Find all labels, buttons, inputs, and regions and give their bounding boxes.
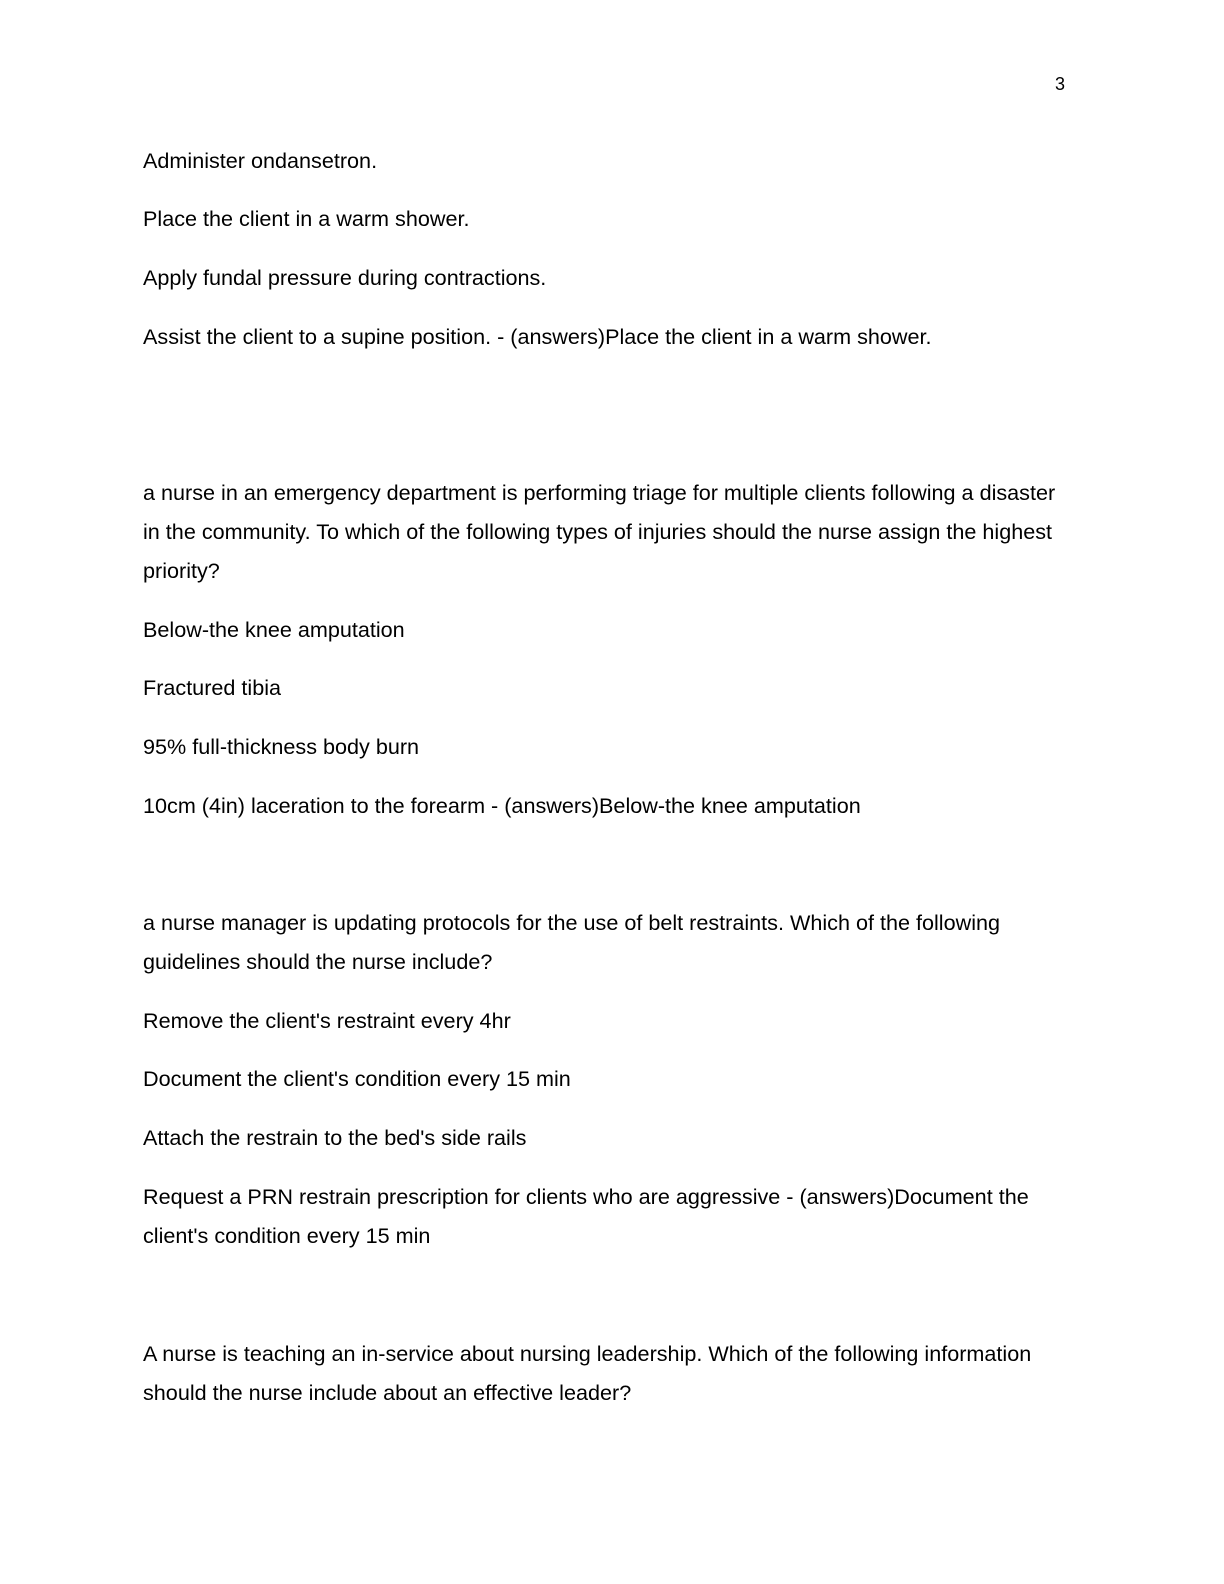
answer-option-with-answer: Request a PRN restrain prescription for clients who are aggressive - (answers)Document the client's condition every 15 min bbox=[143, 1184, 1029, 1248]
answer-option: Fractured tibia bbox=[143, 675, 282, 700]
answer-option: 95% full-thickness body burn bbox=[143, 734, 420, 759]
answer-option: Document the client's condition every 15 min bbox=[143, 1066, 571, 1091]
answer-option: Below-the knee amputation bbox=[143, 617, 405, 642]
question-text: A nurse is teaching an in-service about nursing leadership. Which of the following information should the nurse include about an effective leader? bbox=[143, 1341, 1032, 1405]
answer-option: Attach the restrain to the bed's side rails bbox=[143, 1125, 527, 1150]
answer-option: Place the client in a warm shower. bbox=[143, 206, 470, 231]
answer-option-with-answer: 10cm (4in) laceration to the forearm - (answers)Below-the knee amputation bbox=[143, 793, 861, 818]
question-text: a nurse manager is updating protocols for the use of belt restraints. Which of the following guidelines should the nurse include? bbox=[143, 910, 1001, 974]
page-number: 3 bbox=[1055, 74, 1066, 94]
question-text: a nurse in an emergency department is performing triage for multiple clients following a disaster in the community. To which of the following types of injuries should the nurse assign the highest priority? bbox=[143, 480, 1056, 583]
answer-option-with-answer: Assist the client to a supine position. - (answers)Place the client in a warm shower. bbox=[143, 324, 932, 349]
answer-option: Apply fundal pressure during contractions. bbox=[143, 265, 547, 290]
answer-option: Remove the client's restraint every 4hr bbox=[143, 1008, 511, 1033]
answer-option: Administer ondansetron. bbox=[143, 148, 378, 173]
